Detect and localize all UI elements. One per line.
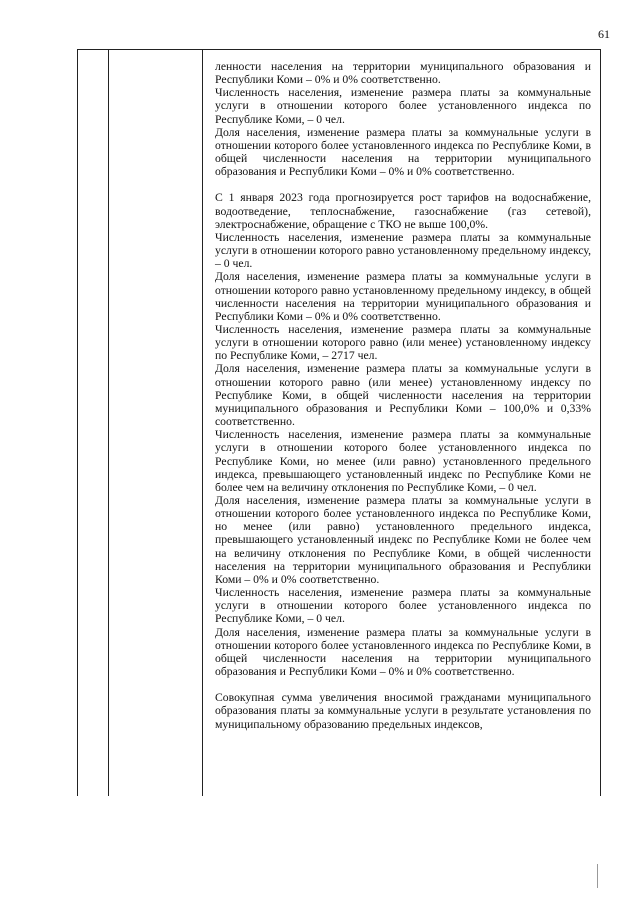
column-divider-2 — [202, 50, 203, 796]
margin-mark — [597, 864, 598, 888]
paragraph: Доля населения, изменение размера платы за коммунальные услуги в отношении которого равно установленному предельному индексу, в общей численности населения на территории муниципального образования и Республики Коми – 0% и 0% соответственно. — [215, 270, 591, 323]
paragraph: Доля населения, изменение размера платы за коммунальные услуги в отношении которого равно (или менее) установленному индексу по Республике Коми, в общей численности населения на территории муниципального образования и Республики Коми – 100,0% и 0,33% соответственно. — [215, 362, 591, 429]
document-table — [77, 49, 601, 796]
paragraph: Совокупная сумма увеличения вносимой гражданами муниципального образования платы за коммунальные услуги в результате установления по муниципальному образованию предельных индексов, — [215, 691, 591, 731]
paragraph: Доля населения, изменение размера платы за коммунальные услуги в отношении которого более установленного индекса по Республике Коми, в общей численности населения на территории муниципального образования и Республики Коми – 0% и 0% соответственно. — [215, 125, 591, 179]
paragraph: Доля населения, изменение размера платы за коммунальные услуги в отношении которого более установленного индекса по Республике Коми, в общей численности населения на территории муниципального образования и Республики Коми – 0% и 0% соответственно. — [215, 625, 591, 679]
paragraph: Численность населения, изменение размера платы за коммунальные услуги в отношении которого равно установленному предельному индексу, – 0 чел. — [215, 230, 591, 271]
paragraph: Численность населения, изменение размера платы за коммунальные услуги в отношении которого более установленного индекса по Республике Коми, – 0 чел. — [215, 86, 591, 126]
paragraph: С 1 января 2023 года прогнозируется рост тарифов на водоснабжение, водоотведение, теплоснабжение, газоснабжение (газ сетевой), электроснабжение, обращение с ТКО не выше 100,0%. — [215, 191, 591, 231]
paragraph: Численность населения, изменение размера платы за коммунальные услуги в отношении которого более установленного индекса по Республике Коми, – 0 чел. — [215, 586, 591, 626]
page-number: 61 — [598, 27, 610, 41]
table-cell-text — [215, 60, 591, 731]
column-divider-1 — [108, 50, 109, 796]
paragraph: Численность населения, изменение размера платы за коммунальные услуги в отношении которого более установленного индекса по Республике Коми, но менее (или равно) установленного предельного индекса, превышающего установленный индекс по Республике Коми не более чем на величину отклонения по Республике Коми, – 0 чел. — [215, 428, 591, 494]
paragraph: ленности населения на территории муниципального образования и Республики Коми – 0% и 0% соответственно. — [215, 60, 591, 87]
paragraph: Доля населения, изменение размера платы за коммунальные услуги в отношении которого более установленного индекса по Республике Коми, но менее (или равно) установленного предельного индекса, превышающего установленный индекс по Республике Коми не более чем на величину отклонения по Республике Коми, в общей численности населения на территории муниципального образования и Республики Коми – 0% и 0% соответственно. — [215, 494, 591, 586]
paragraph: Численность населения, изменение размера платы за коммунальные услуги в отношении которого равно (или менее) установленному индексу по Республике Коми, – 2717 чел. — [215, 322, 591, 363]
